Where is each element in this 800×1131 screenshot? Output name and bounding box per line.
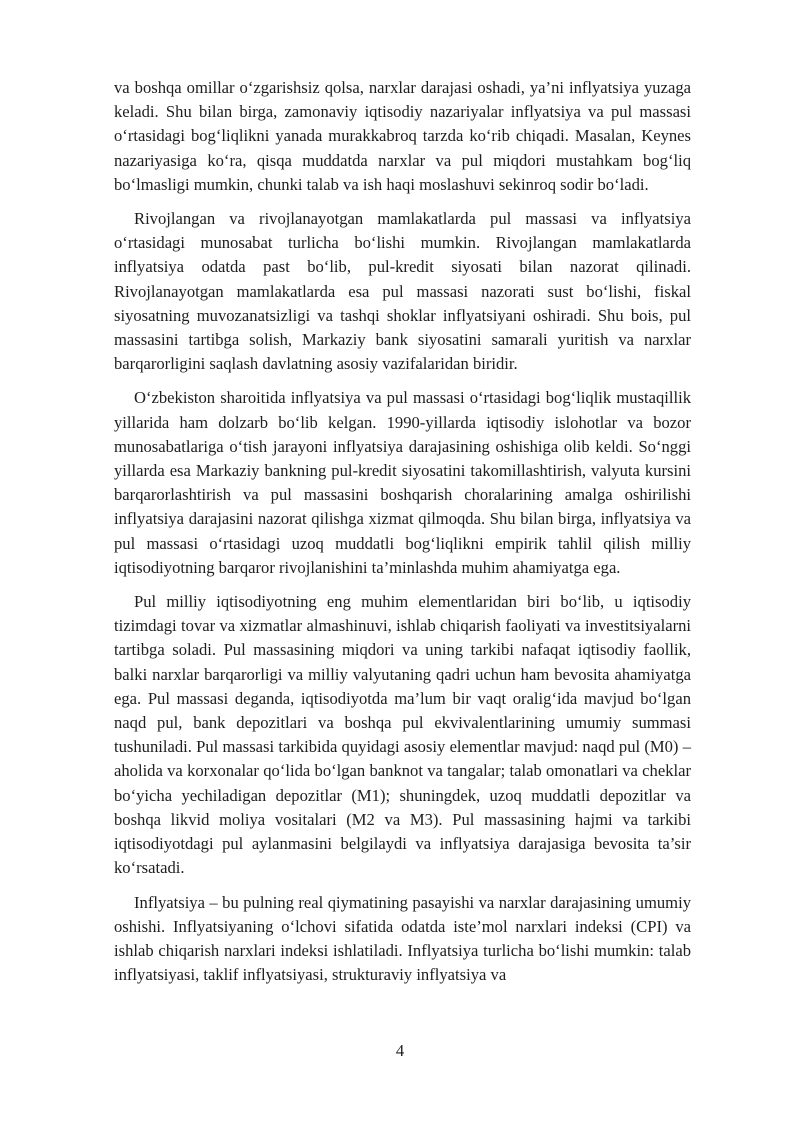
paragraph-inflation-definition: Inflyatsiya – bu pulning real qiymatining pasayishi va narxlar darajasining umumiy oshishi. Inflyatsiyaning o‘lchovi sifatida odatda iste’mol narxlari indeksi (CPI) va ishlab chiqarish narxlari indeksi ishlatiladi. Inflyatsiya turlicha bo‘lishi mumkin: talab inflyatsiyasi, taklif inflyatsiyasi, strukturaviy inflyatsiya va <box>114 892 691 985</box>
page-number: 4 <box>395 1041 405 1060</box>
paragraph-money-supply: Pul milliy iqtisodiyotning eng muhim elementlaridan biri bo‘lib, u iqtisodiy tizimdagi tovar va xizmatlar almashinuvi, ishlab chiqarish faoliyati va investitsiyalarni tartibga soladi. Pul massasining miqdori va uning tarkibi nafaqat iqtisodiy faollik, balki narxlar barqarorligi va milliy valyutaning qadri uchun ham bevosita ahamiyatga ega. Pul massasi deganda, iqtisodiyotda ma’lum bir vaqt oralig‘ida mavjud bo‘lgan naqd pul, bank depozitlari va boshqa pul ekvivalentlarining umumiy summasi tushuniladi. Pul massasi tarkibida quyidagi asosiy elementlar mavjud: naqd pul (M0) – aholida va korxonalar qo‘lida bo‘lgan banknot va tangalar; talab omonatlari va cheklar bo‘yicha yechiladigan depozitlar (M1); shuningdek, uzoq muddatli depozitlar va boshqa likvid moliya vositalari (M2 va M3). Pul massasining hajmi va tarkibi iqtisodiyotdagi pul aylanmasini belgilaydi va inflyatsiya darajasiga bevosita ta’sir ko‘rsatadi. <box>114 592 691 878</box>
paragraph-uzbekistan: O‘zbekiston sharoitida inflyatsiya va pul massasi o‘rtasidagi bog‘liqlik mustaqillik yillarida ham dolzarb bo‘lib kelgan. 1990-yillarda iqtisodiy islohotlar va bozor munosabatlariga o‘tish jarayoni inflyatsiya darajasining oshishiga olib keldi. So‘nggi yillarda esa Markaziy bankning pul-kredit siyosatini takomillashtirish, valyuta kursini barqarorlashtirish va pul massasini boshqarish choralarining amalga oshirilishi inflyatsiya darajasini nazorat qilishga xizmat qilmoqda. Shu bilan birga, inflyatsiya va pul massasi o‘rtasidagi uzoq muddatli bog‘liqlikni empirik tahlil qilish milliy iqtisodiyotning barqaror rivojlanishini ta’minlashda muhim ahamiyatga ega. <box>114 388 691 577</box>
document-body <box>114 76 691 997</box>
paragraph-continuation: va boshqa omillar o‘zgarishsiz qolsa, narxlar darajasi oshadi, ya’ni inflyatsiya yuzaga keladi. Shu bilan birga, zamonaviy iqtisodiy nazariyalar inflyatsiya va pul massasi o‘rtasidagi bog‘liqlikni yanada murakkabroq tarzda ko‘rib chiqadi. Masalan, Keynes nazariyasiga ko‘ra, qisqa muddatda narxlar va pul miqdori mustahkam bog‘liq bo‘lmasligi mumkin, chunki talab va ish haqi moslashuvi sekinroq sodir bo‘ladi. <box>114 78 691 194</box>
paragraph-developed-countries: Rivojlangan va rivojlanayotgan mamlakatlarda pul massasi va inflyatsiya o‘rtasidagi munosabat turlicha bo‘lishi mumkin. Rivojlangan mamlakatlarda inflyatsiya odatda past bo‘lib, pul-kredit siyosati bilan nazorat qilinadi. Rivojlanayotgan mamlakatlarda esa pul massasi nazorati sust bo‘lishi, fiskal siyosatning muvozanatsizligi va tashqi shoklar inflyatsiyani oshiradi. Shu bois, pul massasini tartibga solish, Markaziy bank siyosatini samarali yuritish va narxlar barqarorligini saqlash davlatning asosiy vazifalaridan biridir. <box>114 209 691 374</box>
